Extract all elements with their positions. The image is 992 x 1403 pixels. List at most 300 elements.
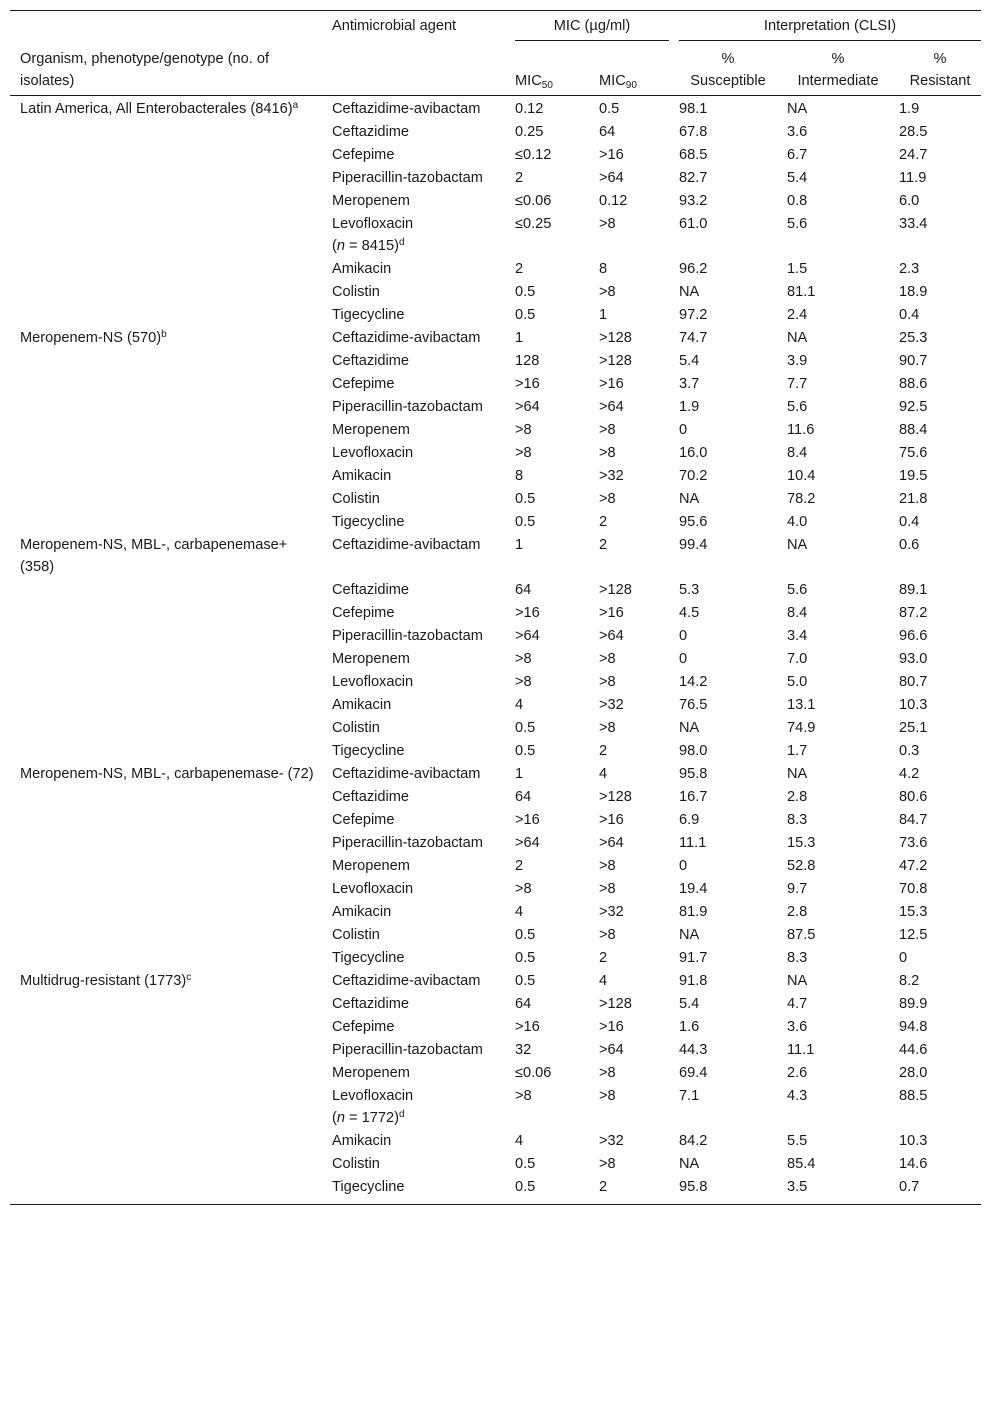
susceptible-cell: 82.7 (679, 170, 708, 186)
table-row (10, 511, 981, 534)
agent-cell (322, 901, 505, 924)
resistant-cell: 21.8 (899, 491, 928, 507)
agent-cell (322, 1016, 505, 1039)
resistant-cell: 14.6 (899, 1156, 928, 1172)
organism-cell (10, 1130, 322, 1153)
intermediate-cell: 5.6 (787, 216, 808, 232)
susceptible-cell: 96.2 (679, 261, 708, 277)
agent-name: Piperacillin-tazobactam (332, 170, 483, 186)
organism-name: Multidrug-resistant (1773) (20, 973, 187, 989)
susceptible-cell: 91.7 (679, 950, 708, 966)
footnote-mark: a (292, 100, 299, 111)
mic50-cell: 0.5 (515, 950, 536, 966)
mic50-cell: 1 (515, 766, 524, 782)
agent-name: Ceftazidime (332, 124, 410, 140)
mic90-cell: 0.5 (599, 101, 620, 117)
mic50-cell: 0.5 (505, 1176, 589, 1205)
intermediate-cell: 5.6 (787, 582, 808, 598)
organism-cell (10, 625, 322, 648)
resistant-cell: 24.7 (899, 147, 928, 163)
intermediate-cell: 3.4 (787, 628, 808, 644)
intermediate-cell: NA (787, 973, 808, 989)
organism-name: Meropenem-NS, MBL-, carbapenemase- (72) (20, 766, 314, 782)
intermediate-cell: 7.7 (787, 376, 808, 392)
table-row (10, 740, 981, 763)
organism-cell (10, 396, 322, 419)
susceptible-cell: 0 (679, 628, 688, 644)
mic50-cell: 0.25 (515, 124, 544, 140)
organism-cell (10, 258, 322, 281)
mic50-cell: 0.5 (515, 491, 536, 507)
mic90-cell: >64 (599, 1042, 624, 1058)
resistant-cell: 11.9 (899, 170, 927, 186)
susceptible-cell: 99.4 (679, 537, 708, 553)
mic50-cell: ≤0.12 (515, 147, 552, 163)
intermediate-cell: 52.8 (787, 858, 816, 874)
mic50-cell: 4 (515, 697, 524, 713)
susceptible-cell: 5.4 (679, 353, 700, 369)
intermediate-cell: 2.8 (787, 904, 808, 920)
organism-cell (10, 465, 322, 488)
intermediate-cell: NA (787, 766, 808, 782)
organism-cell (10, 167, 322, 190)
susceptible-cell: 16.7 (679, 789, 708, 805)
organism-cell (10, 534, 322, 579)
intermediate-cell: 5.0 (787, 674, 808, 690)
table-row (10, 579, 981, 602)
mic50-cell: >16 (515, 812, 540, 828)
agent-cell (322, 96, 505, 122)
intermediate-cell: 85.4 (787, 1156, 816, 1172)
table-row (10, 1153, 981, 1176)
mic50-cell: 0.5 (515, 973, 536, 989)
agent-name: Amikacin (332, 904, 392, 920)
agent-name: Cefepime (332, 1019, 395, 1035)
agent-n-count: (n = 1772) (332, 1110, 399, 1126)
organism-cell (10, 213, 322, 258)
mic50-cell: 0.5 (515, 307, 536, 323)
agent-name: Ceftazidime-avibactam (332, 766, 481, 782)
resistant-cell: 75.6 (899, 445, 928, 461)
agent-cell (322, 281, 505, 304)
mic50-cell: 0.12 (515, 101, 544, 117)
agent-cell (322, 121, 505, 144)
intermediate-cell: 8.4 (787, 605, 808, 621)
agent-name: Piperacillin-tazobactam (332, 399, 483, 415)
table-row (10, 717, 981, 740)
mic50-cell: 128 (515, 353, 540, 369)
resistant-cell: 96.6 (899, 628, 928, 644)
mic50-cell: >8 (515, 445, 532, 461)
intermediate-cell: 0.8 (787, 193, 808, 209)
agent-name: Colistin (332, 927, 380, 943)
agent-name: Tigecycline (332, 950, 405, 966)
mic90-cell: >64 (599, 170, 624, 186)
organism-cell (10, 1039, 322, 1062)
agent-cell (322, 1062, 505, 1085)
agent-cell (322, 878, 505, 901)
intermediate-cell: 3.5 (777, 1176, 889, 1205)
resistant-cell: 6.0 (899, 193, 920, 209)
agent-name: Ceftazidime-avibactam (332, 101, 481, 117)
agent-name: Ceftazidime-avibactam (332, 330, 481, 346)
mic50-cell: 4 (515, 904, 524, 920)
mic90-cell: 0.12 (599, 193, 628, 209)
table-row (10, 924, 981, 947)
mic90-cell: 64 (599, 124, 616, 140)
mic90-cell: >8 (599, 720, 616, 736)
agent-cell (322, 1176, 505, 1205)
mic50-cell: 1 (515, 330, 524, 346)
resistant-cell: 73.6 (899, 835, 928, 851)
organism-cell (10, 1016, 322, 1039)
intermediate-cell: 4.0 (787, 514, 808, 530)
organism-cell (10, 717, 322, 740)
header-agent: Antimicrobial agent (322, 11, 505, 96)
resistant-cell: 88.4 (899, 422, 928, 438)
susceptible-cell: 5.3 (679, 582, 700, 598)
mic90-cell: >16 (599, 147, 624, 163)
table-row (10, 694, 981, 717)
susceptible-cell: 0 (679, 858, 688, 874)
organism-cell (10, 832, 322, 855)
mic90-cell: >8 (599, 1088, 616, 1104)
agent-cell (322, 1130, 505, 1153)
agent-cell (322, 167, 505, 190)
resistant-cell: 93.0 (899, 651, 928, 667)
mic90-cell: >16 (599, 605, 624, 621)
agent-cell (322, 534, 505, 579)
resistant-cell: 80.7 (899, 674, 928, 690)
resistant-cell: 2.3 (899, 261, 920, 277)
table-row (10, 993, 981, 1016)
susceptible-cell: NA (679, 1156, 700, 1172)
susceptible-cell: 69.4 (679, 1065, 708, 1081)
mic90-cell: 1 (599, 307, 608, 323)
table-row (10, 763, 981, 786)
mic90-cell: >16 (599, 812, 624, 828)
agent-name: Colistin (332, 1156, 380, 1172)
agent-cell (322, 970, 505, 993)
agent-cell (322, 832, 505, 855)
agent-name: Cefepime (332, 147, 395, 163)
susceptible-cell: 74.7 (679, 330, 708, 346)
header-mic50: $MIC_{50}$ (505, 43, 589, 96)
table-row (10, 281, 981, 304)
mic90-cell: >8 (599, 284, 616, 300)
table-row (10, 327, 981, 350)
organism-cell (10, 740, 322, 763)
intermediate-cell: 5.6 (787, 399, 808, 415)
resistant-cell: 25.1 (899, 720, 928, 736)
organism-cell (10, 1062, 322, 1085)
organism-cell (10, 327, 322, 350)
intermediate-cell: 5.4 (787, 170, 808, 186)
organism-cell (10, 786, 322, 809)
agent-cell (322, 763, 505, 786)
resistant-cell: 89.9 (899, 996, 928, 1012)
table-row (10, 1130, 981, 1153)
table-header (10, 11, 981, 96)
organism-cell (10, 648, 322, 671)
resistant-cell: 70.8 (899, 881, 928, 897)
agent-cell (322, 258, 505, 281)
mic90-cell: >32 (599, 468, 624, 484)
agent-cell (322, 419, 505, 442)
footnote-mark: d (398, 237, 405, 248)
resistant-cell: 89.1 (899, 582, 928, 598)
agent-cell (322, 809, 505, 832)
resistant-cell: 87.2 (899, 605, 928, 621)
intermediate-cell: 9.7 (787, 881, 808, 897)
agent-cell (322, 855, 505, 878)
mic90-cell: >8 (599, 1156, 616, 1172)
table-row (10, 258, 981, 281)
table-row (10, 1085, 981, 1130)
organism-cell (10, 970, 322, 993)
mic50-cell: 0.5 (515, 743, 536, 759)
agent-name: Levofloxacin (332, 445, 414, 461)
agent-name: Ceftazidime (332, 789, 410, 805)
agent-name: Meropenem (332, 193, 410, 209)
mic50-cell: 0.5 (515, 514, 536, 530)
mic50-cell: 2 (515, 261, 524, 277)
mic50-cell: >64 (515, 399, 540, 415)
table-row (10, 144, 981, 167)
agent-name: Tigecycline (332, 514, 405, 530)
table-row (10, 121, 981, 144)
agent-name: Meropenem (332, 651, 410, 667)
organism-cell (10, 442, 322, 465)
mic90-cell: >8 (599, 491, 616, 507)
intermediate-cell: 2.8 (787, 789, 808, 805)
intermediate-cell: 15.3 (787, 835, 816, 851)
susceptible-cell: 97.2 (679, 307, 708, 323)
mic50-cell: 1 (515, 537, 524, 553)
agent-cell (322, 465, 505, 488)
mic50-cell: >16 (515, 376, 540, 392)
resistant-cell: 80.6 (899, 789, 928, 805)
organism-cell (10, 190, 322, 213)
mic50-cell: >64 (515, 628, 540, 644)
table-row (10, 1039, 981, 1062)
resistant-cell: 88.5 (899, 1088, 928, 1104)
agent-name: Colistin (332, 720, 380, 736)
mic50-cell: >16 (515, 605, 540, 621)
mic90-cell: >32 (599, 697, 624, 713)
mic90-cell: >16 (599, 1019, 624, 1035)
agent-name: Meropenem (332, 422, 410, 438)
mic90-cell: >8 (599, 651, 616, 667)
footnote-mark: c (186, 972, 192, 983)
intermediate-cell: 8.3 (787, 812, 808, 828)
agent-cell (322, 694, 505, 717)
susceptible-cell: 91.8 (679, 973, 708, 989)
resistant-cell: 28.0 (899, 1065, 928, 1081)
resistant-cell: 94.8 (899, 1019, 928, 1035)
mic90-cell: >8 (599, 1065, 616, 1081)
mic50-cell: 8 (515, 468, 524, 484)
susceptibility-table (10, 10, 981, 1205)
susceptible-cell: 84.2 (679, 1133, 708, 1149)
table-row (10, 786, 981, 809)
resistant-cell: 1.9 (899, 101, 920, 117)
mic90-cell: >64 (599, 835, 624, 851)
mic-table-container (10, 10, 981, 1205)
organism-cell (10, 924, 322, 947)
intermediate-cell: 2.6 (787, 1065, 808, 1081)
header-resistant: % Resistant (889, 43, 981, 96)
agent-name: Levofloxacin (332, 216, 414, 232)
agent-name: Ceftazidime (332, 996, 410, 1012)
header-interpretation-group: Interpretation (CLSI) (669, 11, 981, 44)
mic90-cell: >64 (599, 399, 624, 415)
resistant-cell: 0 (899, 950, 908, 966)
resistant-cell: 8.2 (899, 973, 920, 989)
resistant-cell: 25.3 (899, 330, 928, 346)
mic90-cell: 4 (599, 973, 608, 989)
organism-cell (10, 579, 322, 602)
intermediate-cell: 4.3 (787, 1088, 808, 1104)
agent-name: Piperacillin-tazobactam (332, 835, 483, 851)
agent-cell (322, 1153, 505, 1176)
intermediate-cell: 11.6 (787, 422, 815, 438)
table-row (10, 304, 981, 327)
agent-cell (322, 740, 505, 763)
mic50-cell: 0.5 (515, 720, 536, 736)
intermediate-cell: NA (787, 101, 808, 117)
agent-cell (322, 648, 505, 671)
agent-cell (322, 993, 505, 1016)
mic90-cell: >16 (599, 376, 624, 392)
susceptible-cell: 95.8 (679, 766, 708, 782)
susceptible-cell: 44.3 (679, 1042, 708, 1058)
mic90-cell: >32 (599, 1133, 624, 1149)
susceptible-cell: 3.7 (679, 376, 700, 392)
agent-cell (322, 373, 505, 396)
susceptible-cell: 7.1 (679, 1088, 700, 1104)
susceptible-cell: 93.2 (679, 193, 708, 209)
mic90-cell: >128 (599, 582, 632, 598)
organism-cell (10, 671, 322, 694)
agent-name: Amikacin (332, 1133, 392, 1149)
intermediate-cell: 7.0 (787, 651, 808, 667)
mic50-cell: ≤0.25 (515, 216, 552, 232)
resistant-cell: 10.3 (899, 1133, 928, 1149)
susceptible-cell: NA (679, 284, 700, 300)
table-row (10, 96, 981, 122)
susceptible-cell: 5.4 (679, 996, 700, 1012)
agent-cell (322, 144, 505, 167)
table-row (10, 1016, 981, 1039)
table-row (10, 534, 981, 579)
resistant-cell: 0.7 (889, 1176, 981, 1205)
mic50-cell: 2 (515, 858, 524, 874)
mic90-cell: >8 (599, 927, 616, 943)
agent-cell (322, 625, 505, 648)
agent-name: Cefepime (332, 812, 395, 828)
header-mic-group: MIC (µg/ml) (505, 11, 669, 44)
mic50-cell: >8 (515, 1088, 532, 1104)
agent-cell (322, 1085, 505, 1130)
mic90-cell: >128 (599, 353, 632, 369)
agent-name: Amikacin (332, 697, 392, 713)
table-row (10, 213, 981, 258)
resistant-cell: 15.3 (899, 904, 928, 920)
organism-cell (10, 96, 322, 122)
organism-cell (10, 144, 322, 167)
organism-name: Meropenem-NS (570) (20, 330, 162, 346)
resistant-cell: 90.7 (899, 353, 928, 369)
intermediate-cell: 6.7 (787, 147, 808, 163)
table-row (10, 488, 981, 511)
resistant-cell: 18.9 (899, 284, 928, 300)
intermediate-cell: 1.5 (787, 261, 808, 277)
susceptible-cell: 81.9 (679, 904, 708, 920)
mic90-cell: >64 (599, 628, 624, 644)
table-row (10, 396, 981, 419)
intermediate-cell: 8.4 (787, 445, 808, 461)
organism-cell (10, 602, 322, 625)
mic50-cell: >16 (515, 1019, 540, 1035)
mic90-cell: >8 (599, 674, 616, 690)
intermediate-cell: 87.5 (787, 927, 816, 943)
mic90-cell: >32 (599, 904, 624, 920)
intermediate-cell: NA (787, 537, 808, 553)
susceptible-cell: 95.6 (679, 514, 708, 530)
table-row (10, 901, 981, 924)
organism-cell (10, 373, 322, 396)
header-mic90: $MIC_{90}$ (589, 43, 669, 96)
agent-name: Ceftazidime (332, 582, 410, 598)
agent-name: Ceftazidime-avibactam (332, 973, 481, 989)
table-row (10, 855, 981, 878)
table-row (10, 648, 981, 671)
footnote-mark: b (161, 329, 167, 340)
agent-name: Amikacin (332, 261, 392, 277)
mic50-cell: 64 (515, 789, 532, 805)
susceptible-cell: 98.1 (679, 101, 708, 117)
resistant-cell: 19.5 (899, 468, 928, 484)
intermediate-cell: 74.9 (787, 720, 816, 736)
organism-cell (10, 947, 322, 970)
organism-cell (10, 809, 322, 832)
table-row (10, 1062, 981, 1085)
table-row (10, 373, 981, 396)
table-row (10, 671, 981, 694)
susceptible-cell: NA (679, 720, 700, 736)
mic90-cell: 2 (599, 537, 608, 553)
agent-name: Levofloxacin (332, 1088, 414, 1104)
intermediate-cell: 3.6 (787, 124, 808, 140)
intermediate-cell: 3.9 (787, 353, 808, 369)
agent-name: Levofloxacin (332, 674, 414, 690)
resistant-cell: 0.4 (899, 307, 920, 323)
organism-cell (10, 281, 322, 304)
table-row (10, 625, 981, 648)
mic50-cell: 4 (515, 1133, 524, 1149)
susceptible-cell: 98.0 (679, 743, 708, 759)
agent-cell (322, 442, 505, 465)
agent-name: Tigecycline (332, 743, 405, 759)
agent-cell (322, 1039, 505, 1062)
resistant-cell: 0.4 (899, 514, 920, 530)
intermediate-cell: 81.1 (787, 284, 816, 300)
susceptible-cell: 14.2 (679, 674, 708, 690)
mic90-cell: >8 (599, 858, 616, 874)
agent-cell (322, 786, 505, 809)
mic50-cell: 64 (515, 582, 532, 598)
